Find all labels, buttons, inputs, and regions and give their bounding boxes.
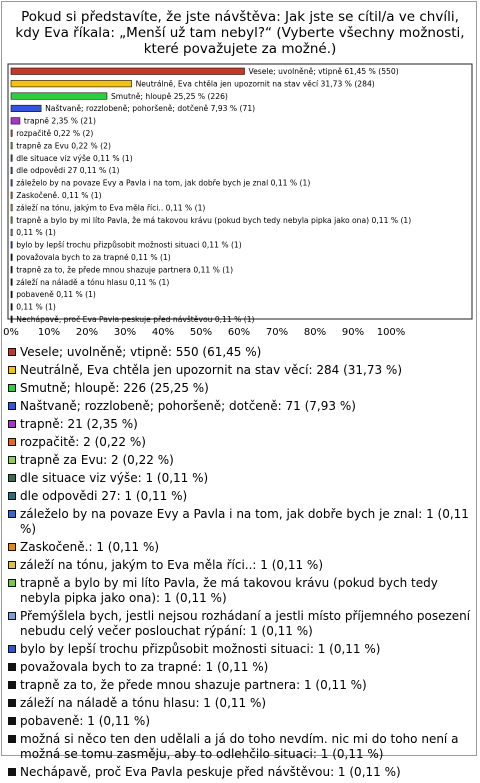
legend-label: pobaveně: 1 (0,11 %) — [20, 714, 151, 728]
bar-label: rozpačitě 0,22 % (2) — [16, 129, 94, 138]
legend-label: trapně za to, že přede mnou shazuje partnera: 1 (0,11 %) — [20, 678, 367, 692]
legend-item — [8, 732, 472, 762]
bar — [11, 142, 12, 149]
bar — [11, 279, 12, 286]
legend-label: trapně za Evu: 2 (0,22 %) — [20, 453, 174, 467]
legend-label: Vesele; uvolněně; vtipně: 550 (61,45 %) — [20, 345, 262, 359]
legend-item — [8, 363, 472, 378]
x-tick-label: 40% — [151, 327, 175, 338]
x-tick-label: 10% — [37, 327, 61, 338]
legend-swatch — [8, 735, 16, 743]
legend-swatch — [8, 561, 16, 569]
legend-label: Naštvaně; rozzlobeně; pohoršeně; dotčeně: 71 (7,93 %) — [20, 399, 356, 413]
bar-label: pobaveně 0,11 % (1) — [16, 290, 96, 300]
bar-label: trapně za Evu 0,22 % (2) — [16, 141, 111, 151]
legend-swatch — [8, 348, 16, 356]
bar-label: Smutně; hloupě 25,25 % (226) — [110, 91, 228, 101]
legend-label: záleželo by na povaze Evy a Pavla i na tom, jak dobře bych je znal: 1 (0,11 %) — [20, 507, 469, 536]
legend-item — [8, 609, 472, 639]
bar — [11, 80, 132, 87]
legend-item — [8, 471, 472, 486]
x-tick-label: 60% — [227, 327, 251, 338]
legend-label: bylo by lepší trochu přizpůsobit možnosti situaci: 1 (0,11 %) — [20, 642, 381, 656]
legend-swatch — [8, 438, 16, 446]
bar — [11, 217, 12, 224]
bar — [11, 105, 41, 112]
legend-swatch — [8, 492, 16, 500]
bar-label: Vesele; uvolněně; vtipně 61,45 % (550) — [248, 67, 399, 76]
legend-label: rozpačitě: 2 (0,22 %) — [20, 435, 146, 449]
legend-item — [8, 453, 472, 468]
bar-plot — [0, 0, 480, 345]
x-tick-label: 100% — [376, 327, 406, 338]
bar-label: dle situace viz výše 0,11 % (1) — [16, 153, 133, 163]
legend-label: dle situace viz výše: 1 (0,11 %) — [20, 471, 209, 485]
legend-item — [8, 696, 472, 711]
legend-swatch — [8, 681, 16, 689]
bar-label: trapně za to, že přede mnou shazuje partnera 0,11 % (1) — [16, 265, 234, 275]
bar-label: 0,11 % (1) — [16, 228, 56, 238]
legend-label: možná si něco ten den udělali a já do toho nevdím. nic mi do toho není a možná se tomu zasměju, aby to odlehčilo situaci: 1 (0,11 %) — [20, 732, 459, 761]
legend-swatch — [8, 543, 16, 551]
legend-item — [8, 660, 472, 675]
bar-label: Nechápavě, proč Eva Pavla peskuje před návštěvou 0,11 % (1) — [16, 315, 255, 324]
bar — [11, 316, 12, 323]
bar-label: záleželo by na povaze Evy a Pavla i na tom, jak dobře bych je znal 0,11 % (1) — [16, 178, 311, 188]
legend-item — [8, 345, 472, 360]
legend-swatch — [8, 663, 16, 671]
bar — [11, 130, 12, 137]
bar — [11, 242, 12, 249]
legend-swatch — [8, 612, 16, 620]
legend-item — [8, 642, 472, 657]
legend-item — [8, 678, 472, 693]
bar — [11, 254, 12, 261]
legend-label: Smutně; hloupě: 226 (25,25 %) — [20, 381, 209, 395]
bar-label: bylo by lepší trochu přizpůsobit možnosti situaci 0,11 % (1) — [16, 240, 242, 250]
legend-swatch — [8, 420, 16, 428]
legend-swatch — [8, 402, 16, 410]
legend-label: Přemýšlela bych, jestli nejsou rozhádaní a jestli místo příjemného posezení nebudu celý večer poslouchat rýpání: 1 (0,11 %) — [20, 609, 471, 638]
legend-label: záleží na tónu, jakým to Eva měla říci..: 1 (0,11 %) — [20, 558, 324, 572]
bar-label: dle odpovědi 27 0,11 % (1) — [16, 166, 120, 176]
bar — [11, 204, 12, 211]
legend-item — [8, 540, 472, 555]
x-tick-label: 50% — [189, 327, 213, 338]
legend-item — [8, 714, 472, 729]
bar-label: považovala bych to za trapné 0,11 % (1) — [16, 253, 171, 262]
bar — [11, 118, 20, 125]
chart-title: Pokud si představíte, že jste návštěva: Jak jste se cítil/a ve chvíli, kdy Eva říkala: „Menší už tam nebyl?“ (Vyberte všechny možnosti, které považujete za možné.) — [15, 9, 465, 57]
legend-item — [8, 381, 472, 396]
bar — [11, 180, 12, 187]
bar-label: záleží na náladě a tónu hlasu 0,11 % (1) — [16, 277, 170, 287]
legend-item — [8, 507, 472, 537]
legend-swatch — [8, 510, 16, 518]
x-tick-label: 70% — [265, 327, 289, 338]
bar — [11, 304, 12, 311]
bar — [11, 167, 12, 174]
legend-item — [8, 435, 472, 450]
bar — [11, 93, 107, 100]
bar — [11, 68, 245, 75]
legend-swatch — [8, 366, 16, 374]
legend-label: Zaskočeně.: 1 (0,11 %) — [20, 540, 160, 554]
legend-item — [8, 765, 472, 780]
legend-label: Neutrálně, Eva chtěla jen upozornit na stav věcí: 284 (31,73 %) — [20, 363, 403, 377]
legend-label: považovala bych to za trapné: 1 (0,11 %) — [20, 660, 269, 674]
legend-item — [8, 399, 472, 414]
legend-swatch — [8, 645, 16, 653]
legend-label: záleží na náladě a tónu hlasu: 1 (0,11 %) — [20, 696, 267, 710]
bar-label: trapně 2,35 % (21) — [23, 116, 96, 126]
bar-label: záleží na tónu, jakým to Eva měla říci.. 0,11 % (1) — [16, 203, 206, 213]
legend-label: dle odpovědi 27: 1 (0,11 %) — [20, 489, 188, 503]
legend-swatch — [8, 717, 16, 725]
bar-label: Zaskočeně. 0,11 % (1) — [16, 191, 102, 200]
bar — [11, 155, 12, 162]
x-tick-label: 80% — [303, 327, 327, 338]
bar — [11, 192, 12, 199]
bar-label: Naštvaně; rozzlobeně; pohoršeně; dotčeně 7,93 % (71) — [45, 104, 256, 114]
legend-item — [8, 417, 472, 432]
bar — [11, 229, 12, 236]
legend-label: trapně a bylo by mi líto Pavla, že má takovou krávu (pokud bych tedy nebyla pipka jako ona): 1 (0,11 %) — [20, 576, 438, 605]
x-tick-label: 20% — [75, 327, 99, 338]
legend-item — [8, 558, 472, 573]
legend — [8, 345, 472, 783]
legend-swatch — [8, 384, 16, 392]
bar — [11, 266, 12, 273]
legend-item — [8, 576, 472, 606]
bar — [11, 291, 12, 298]
legend-swatch — [8, 579, 16, 587]
legend-swatch — [8, 456, 16, 464]
legend-label: Nechápavě, proč Eva Pavla peskuje před návštěvou: 1 (0,11 %) — [20, 765, 401, 779]
x-tick-label: 90% — [341, 327, 365, 338]
bar-label: trapně a bylo by mi líto Pavla, že má takovou krávu (pokud bych tedy nebyla pipka jako ona) 0,11 % (1) — [16, 215, 412, 225]
legend-label: trapně: 21 (2,35 %) — [20, 417, 138, 431]
bar-label: Neutrálně, Eva chtěla jen upozornit na stav věcí 31,73 % (284) — [135, 79, 375, 89]
x-tick-label: 0% — [3, 327, 19, 338]
legend-swatch — [8, 699, 16, 707]
legend-swatch — [8, 474, 16, 482]
bar-label: 0,11 % (1) — [16, 302, 56, 312]
legend-swatch — [8, 768, 16, 776]
x-tick-label: 30% — [113, 327, 137, 338]
legend-item — [8, 489, 472, 504]
